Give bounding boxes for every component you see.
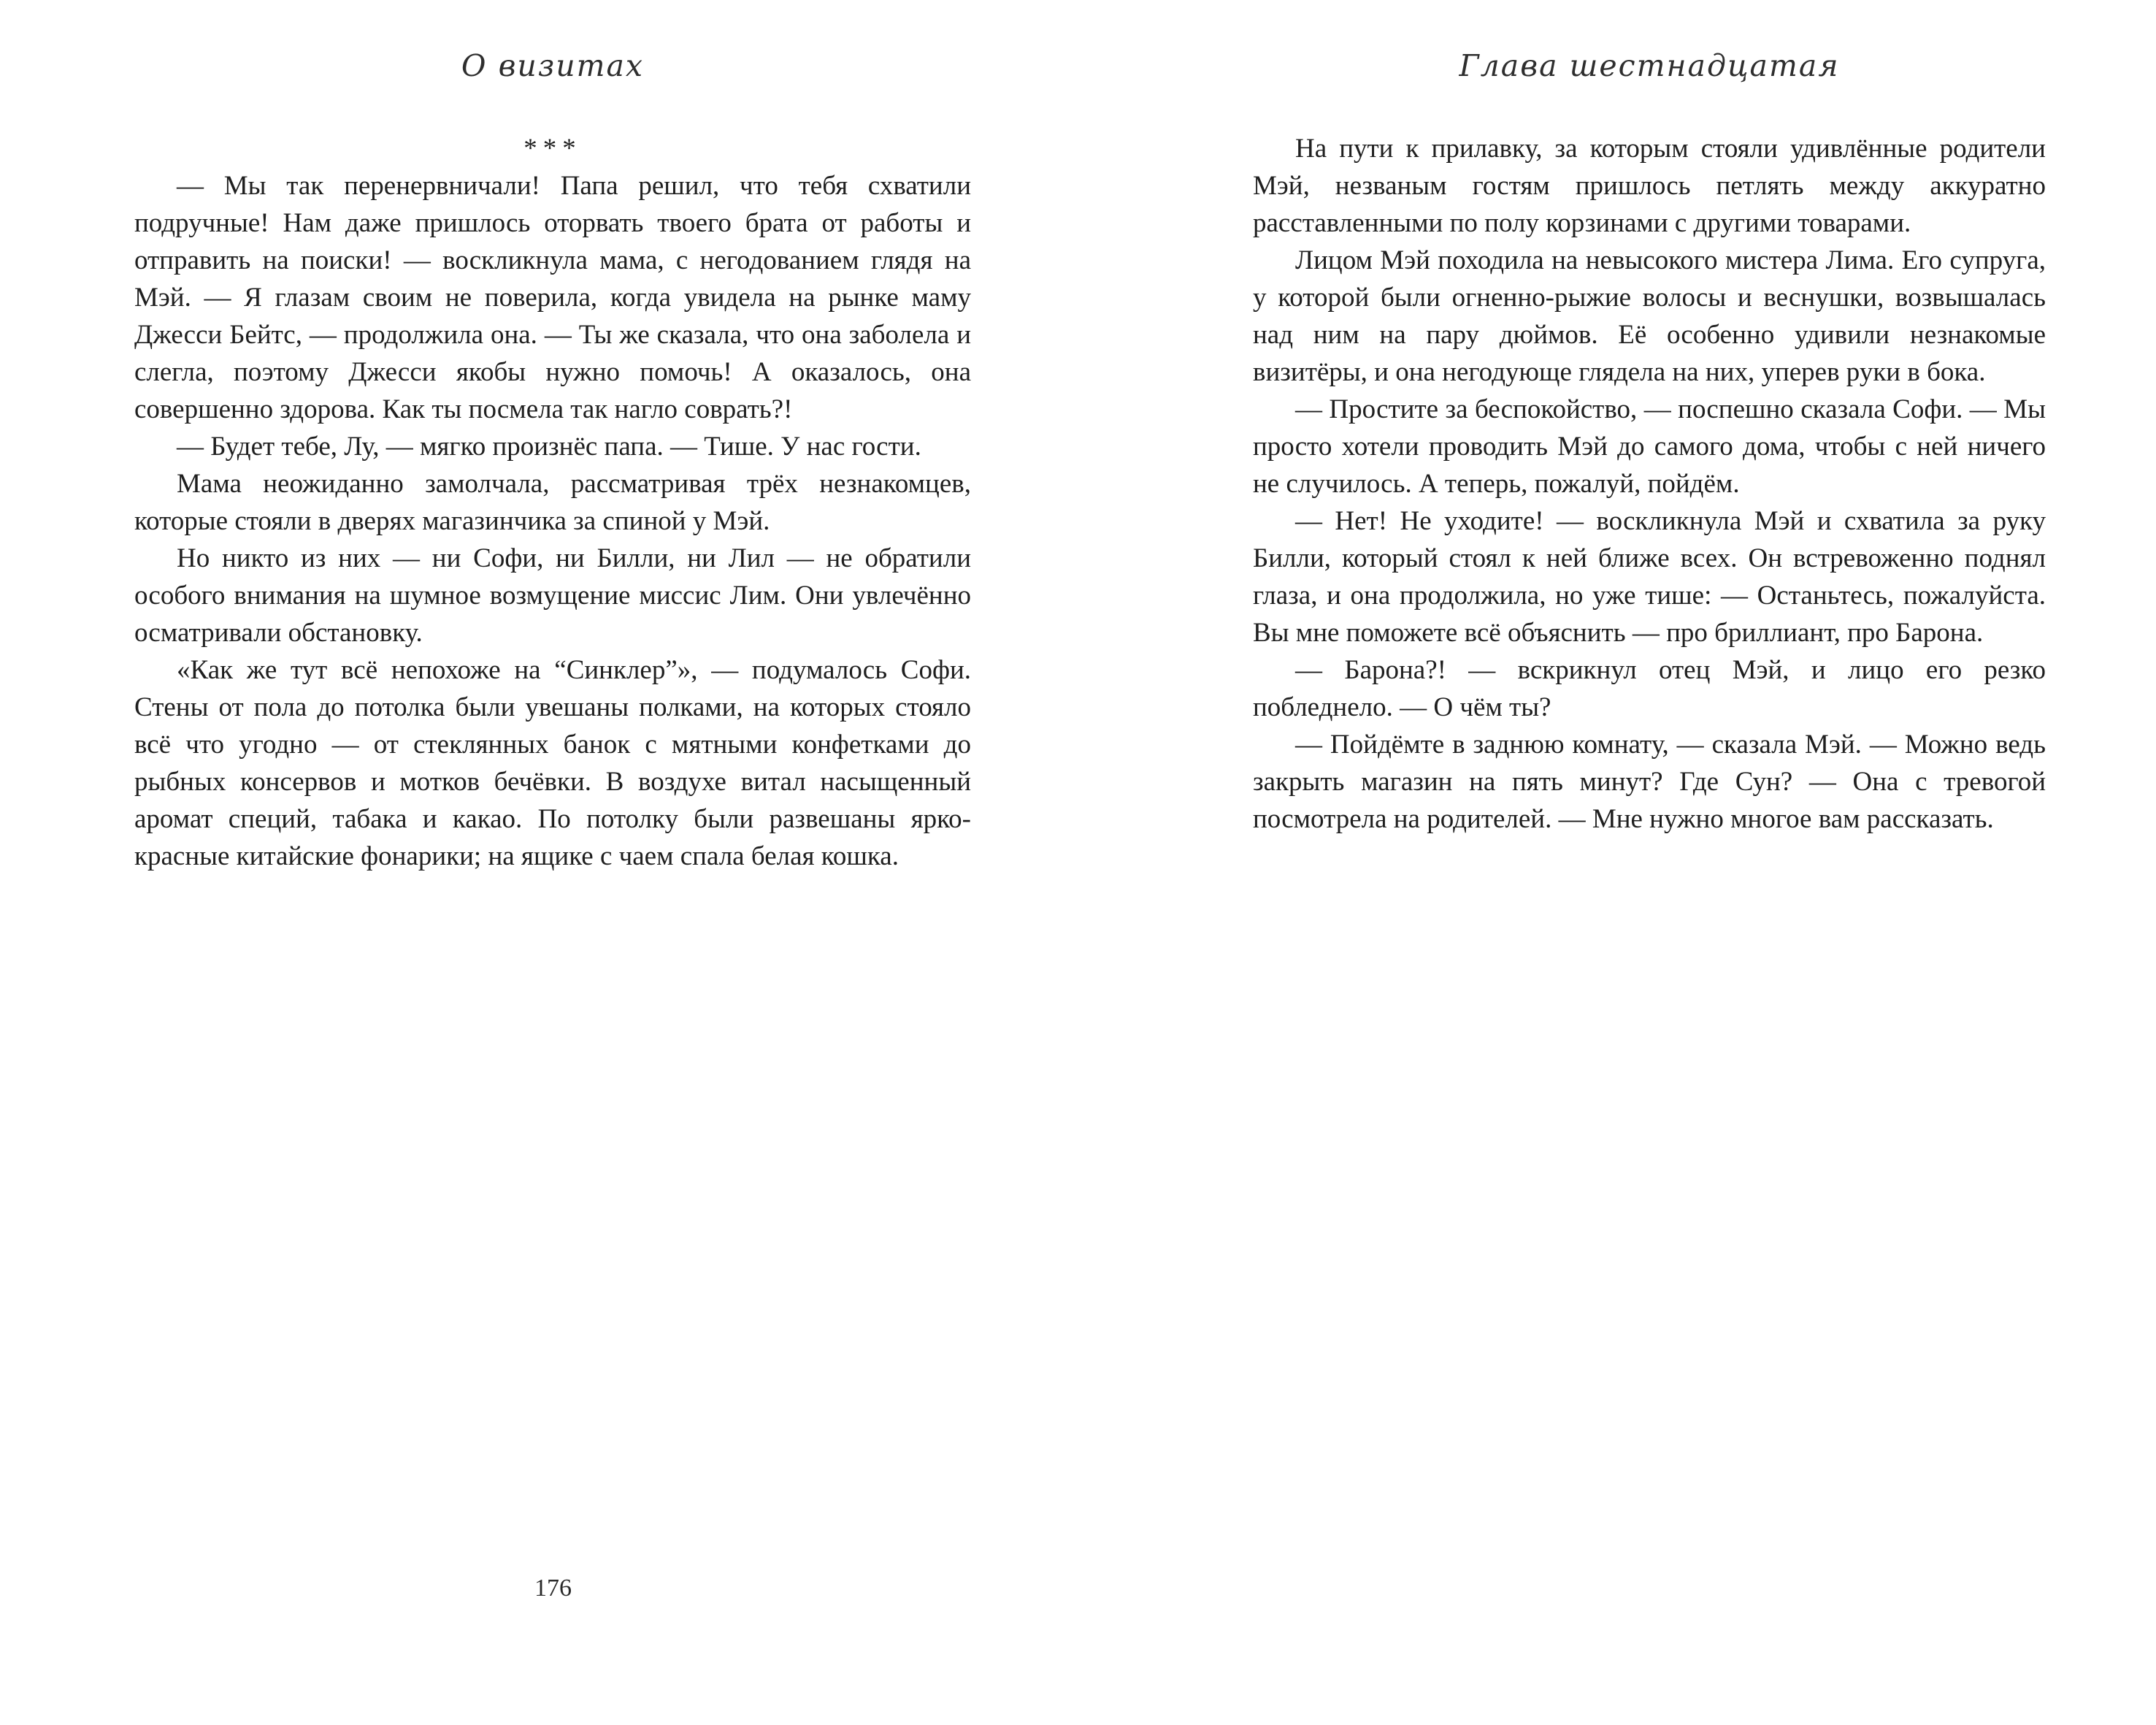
page-number: 176	[534, 1575, 572, 1602]
paragraph: — Пойдёмте в заднюю комнату, — сказала Мэй. — Можно ведь закрыть магазин на пять минут? Где Сун? — Она с тревогой посмотрела на родителей. — Мне нужно многое вам рассказать.	[1253, 730, 2046, 834]
paragraph: — Будет тебе, Лу, — мягко произнёс папа. — Тише. У нас гости.	[177, 432, 921, 462]
left-text-column	[134, 130, 971, 875]
paragraph: Но никто из них — ни Софи, ни Билли, ни Лил — не обратили особого внимания на шумное возмущение миссис Лим. Они увлечённо осматривали обстановку.	[134, 543, 971, 648]
paragraph: — Барона?! — вскрикнул отец Мэй, и лицо его резко побледнело. — О чём ты?	[1253, 655, 2046, 722]
paragraph: — Мы так перенервничали! Папа решил, что тебя схватили подручные! Нам даже пришлось оторвать твоего брата от работы и отправить на поиски! — воскликнула мама, с негодованием глядя на Мэй. — Я глазам своим не поверила, когда увидела на рынке маму Джесси Бейтс, — продолжила она. — Ты же сказала, что она заболела и слегла, поэтому Джесси якобы нужно помочь! А оказалось, она совершенно здорова. Как ты посмела так нагло соврать?!	[134, 171, 971, 424]
paragraph: — Простите за беспокойство, — поспешно сказала Софи. — Мы просто хотели проводить Мэй до самого дома, чтобы с ней ничего не случилось. А теперь, пожалуй, пойдём.	[1253, 394, 2046, 499]
running-header-right: Глава шестнадцатая	[1459, 48, 1840, 83]
paragraph: Лицом Мэй походила на невысокого мистера Лима. Его супруга, у которой были огненно-рыжие волосы и веснушки, возвышалась над ним на пару дюймов. Её особенно удивили незнакомые визитёры, и она негодующе глядела на них, уперев руки в бока.	[1253, 245, 2046, 387]
paragraph: «Как же тут всё непохоже на “Синклер”», — подумалось Софи. Стены от пола до потолка были увешаны полками, на которых стояло всё что угодно — от стеклянных банок с мятными конфетками до рыбных консервов и мотков бечёвки. В воздухе витал насыщенный аромат специй, табака и какао. По потолку были развешаны ярко-красные китайские фонарики; на ящике с чаем спала белая кошка.	[134, 655, 971, 871]
paragraph: Мама неожиданно замолчала, рассматривая трёх незнакомцев, которые стояли в дверях магазинчика за спиной у Мэй.	[134, 469, 971, 536]
running-header-left: О визитах	[461, 48, 645, 83]
right-text-column	[1253, 130, 2046, 838]
paragraph: На пути к прилавку, за которым стояли удивлённые родители Мэй, незваным гостям пришлось петлять между аккуратно расставленными по полу корзинами с другими товарами.	[1253, 134, 2046, 238]
section-break: ***	[523, 134, 582, 164]
paragraph: — Нет! Не уходите! — воскликнула Мэй и схватила за руку Билли, который стоял к ней ближе всех. Он встревоженно поднял глаза, и она продолжила, но уже тише: — Останьтесь, пожалуйста. Вы мне поможете всё объяснить — про бриллиант, про Барона.	[1253, 506, 2046, 648]
right-page	[1078, 0, 2155, 1725]
